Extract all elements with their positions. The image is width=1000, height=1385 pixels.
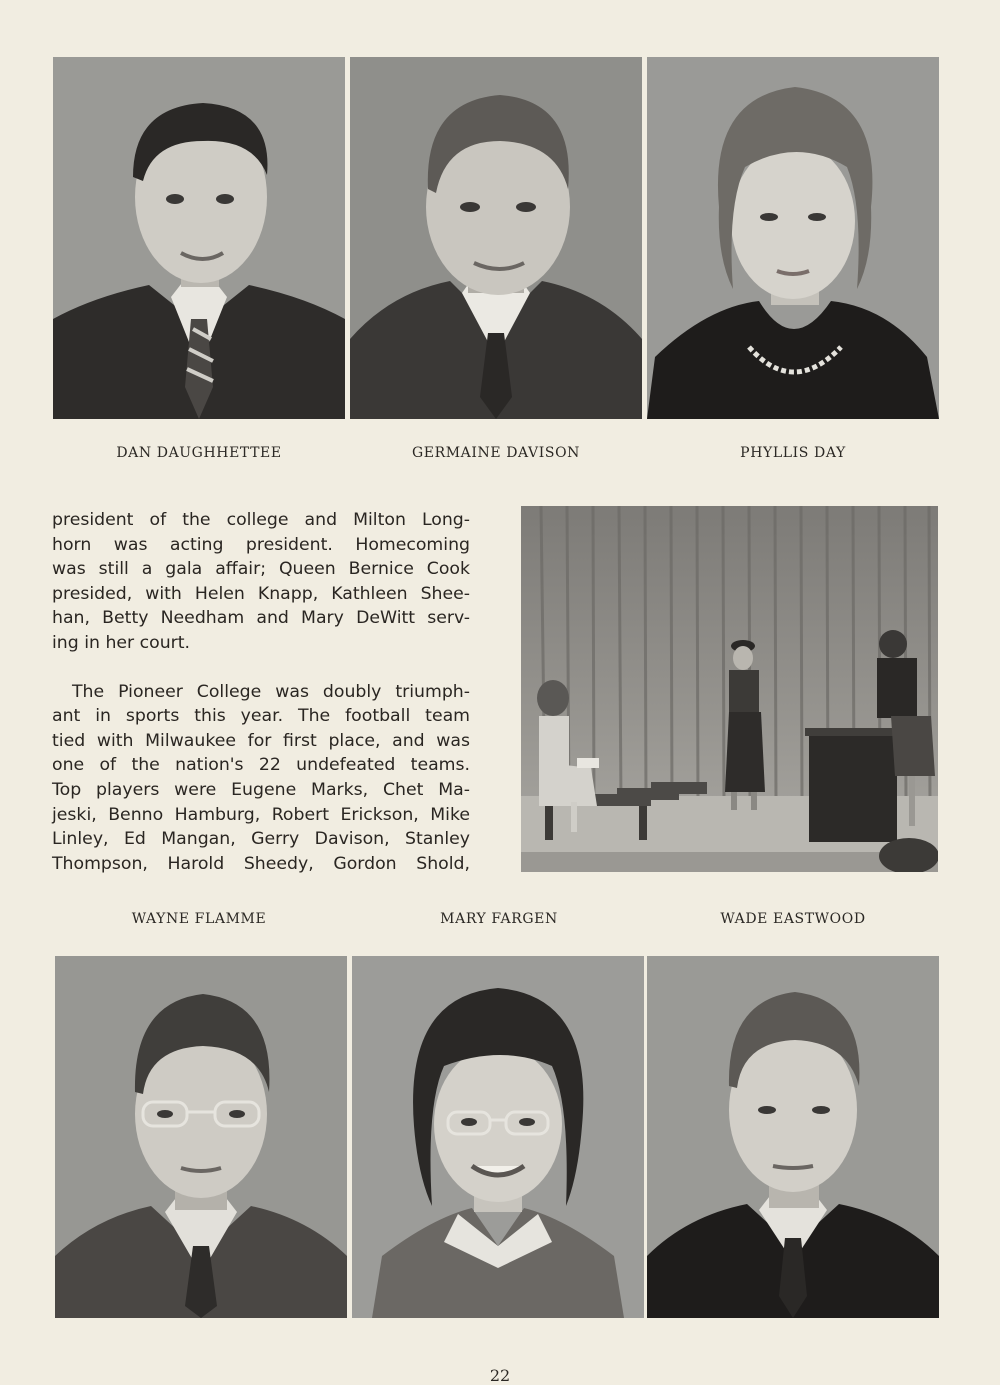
- caption-dan-daughhettee: DAN DAUGHHETTEE: [116, 445, 282, 461]
- caption-mary-fargen: MARY FARGEN: [440, 911, 558, 927]
- stage-play-photo: [521, 506, 938, 872]
- caption-germaine-davison: GERMAINE DAVISON: [411, 445, 581, 461]
- article-line: han, Betty Needham and Mary DeWitt serv-: [52, 608, 470, 629]
- caption-wade-eastwood: WADE EASTWOOD: [720, 911, 866, 927]
- portrait-photo-wayne-flamme: [55, 956, 347, 1318]
- article-line: tied with Milwaukee for first place, and was: [52, 730, 470, 751]
- portrait-photo-germaine-davison: [350, 57, 642, 419]
- caption-wayne-flamme: WAYNE FLAMME: [131, 911, 267, 927]
- article-line: Thompson, Harold Sheedy, Gordon Shold,: [52, 853, 470, 874]
- caption-phyllis-day: PHYLLIS DAY: [740, 445, 846, 461]
- article-line: ing in her court.: [52, 632, 191, 653]
- article-line: one of the nation's 22 undefeated teams.: [52, 755, 470, 776]
- portrait-photo-dan-daughhettee: [53, 57, 345, 419]
- article-line: was still a gala affair; Queen Bernice Cook: [52, 559, 470, 580]
- article-line: presided, with Helen Knapp, Kathleen Shee-: [52, 583, 470, 604]
- paragraph-gap: [52, 656, 470, 680]
- article-line: president of the college and Milton Long-: [52, 510, 470, 530]
- article-line: jeski, Benno Hamburg, Robert Erickson, Mike: [52, 804, 470, 825]
- portrait-photo-phyllis-day: [647, 57, 939, 419]
- page-number: 22: [489, 1366, 511, 1385]
- portrait-photo-mary-fargen: [352, 956, 644, 1318]
- article-line: Linley, Ed Mangan, Gerry Davison, Stanley: [52, 829, 470, 850]
- article-line: Top players were Eugene Marks, Chet Ma-: [52, 779, 470, 800]
- article-line: ant in sports this year. The football team: [52, 706, 470, 727]
- article-text: [52, 508, 470, 876]
- article-line: horn was acting president. Homecoming: [52, 534, 470, 555]
- article-line: The Pioneer College was doubly triumph-: [72, 681, 470, 702]
- portrait-photo-wade-eastwood: [647, 956, 939, 1318]
